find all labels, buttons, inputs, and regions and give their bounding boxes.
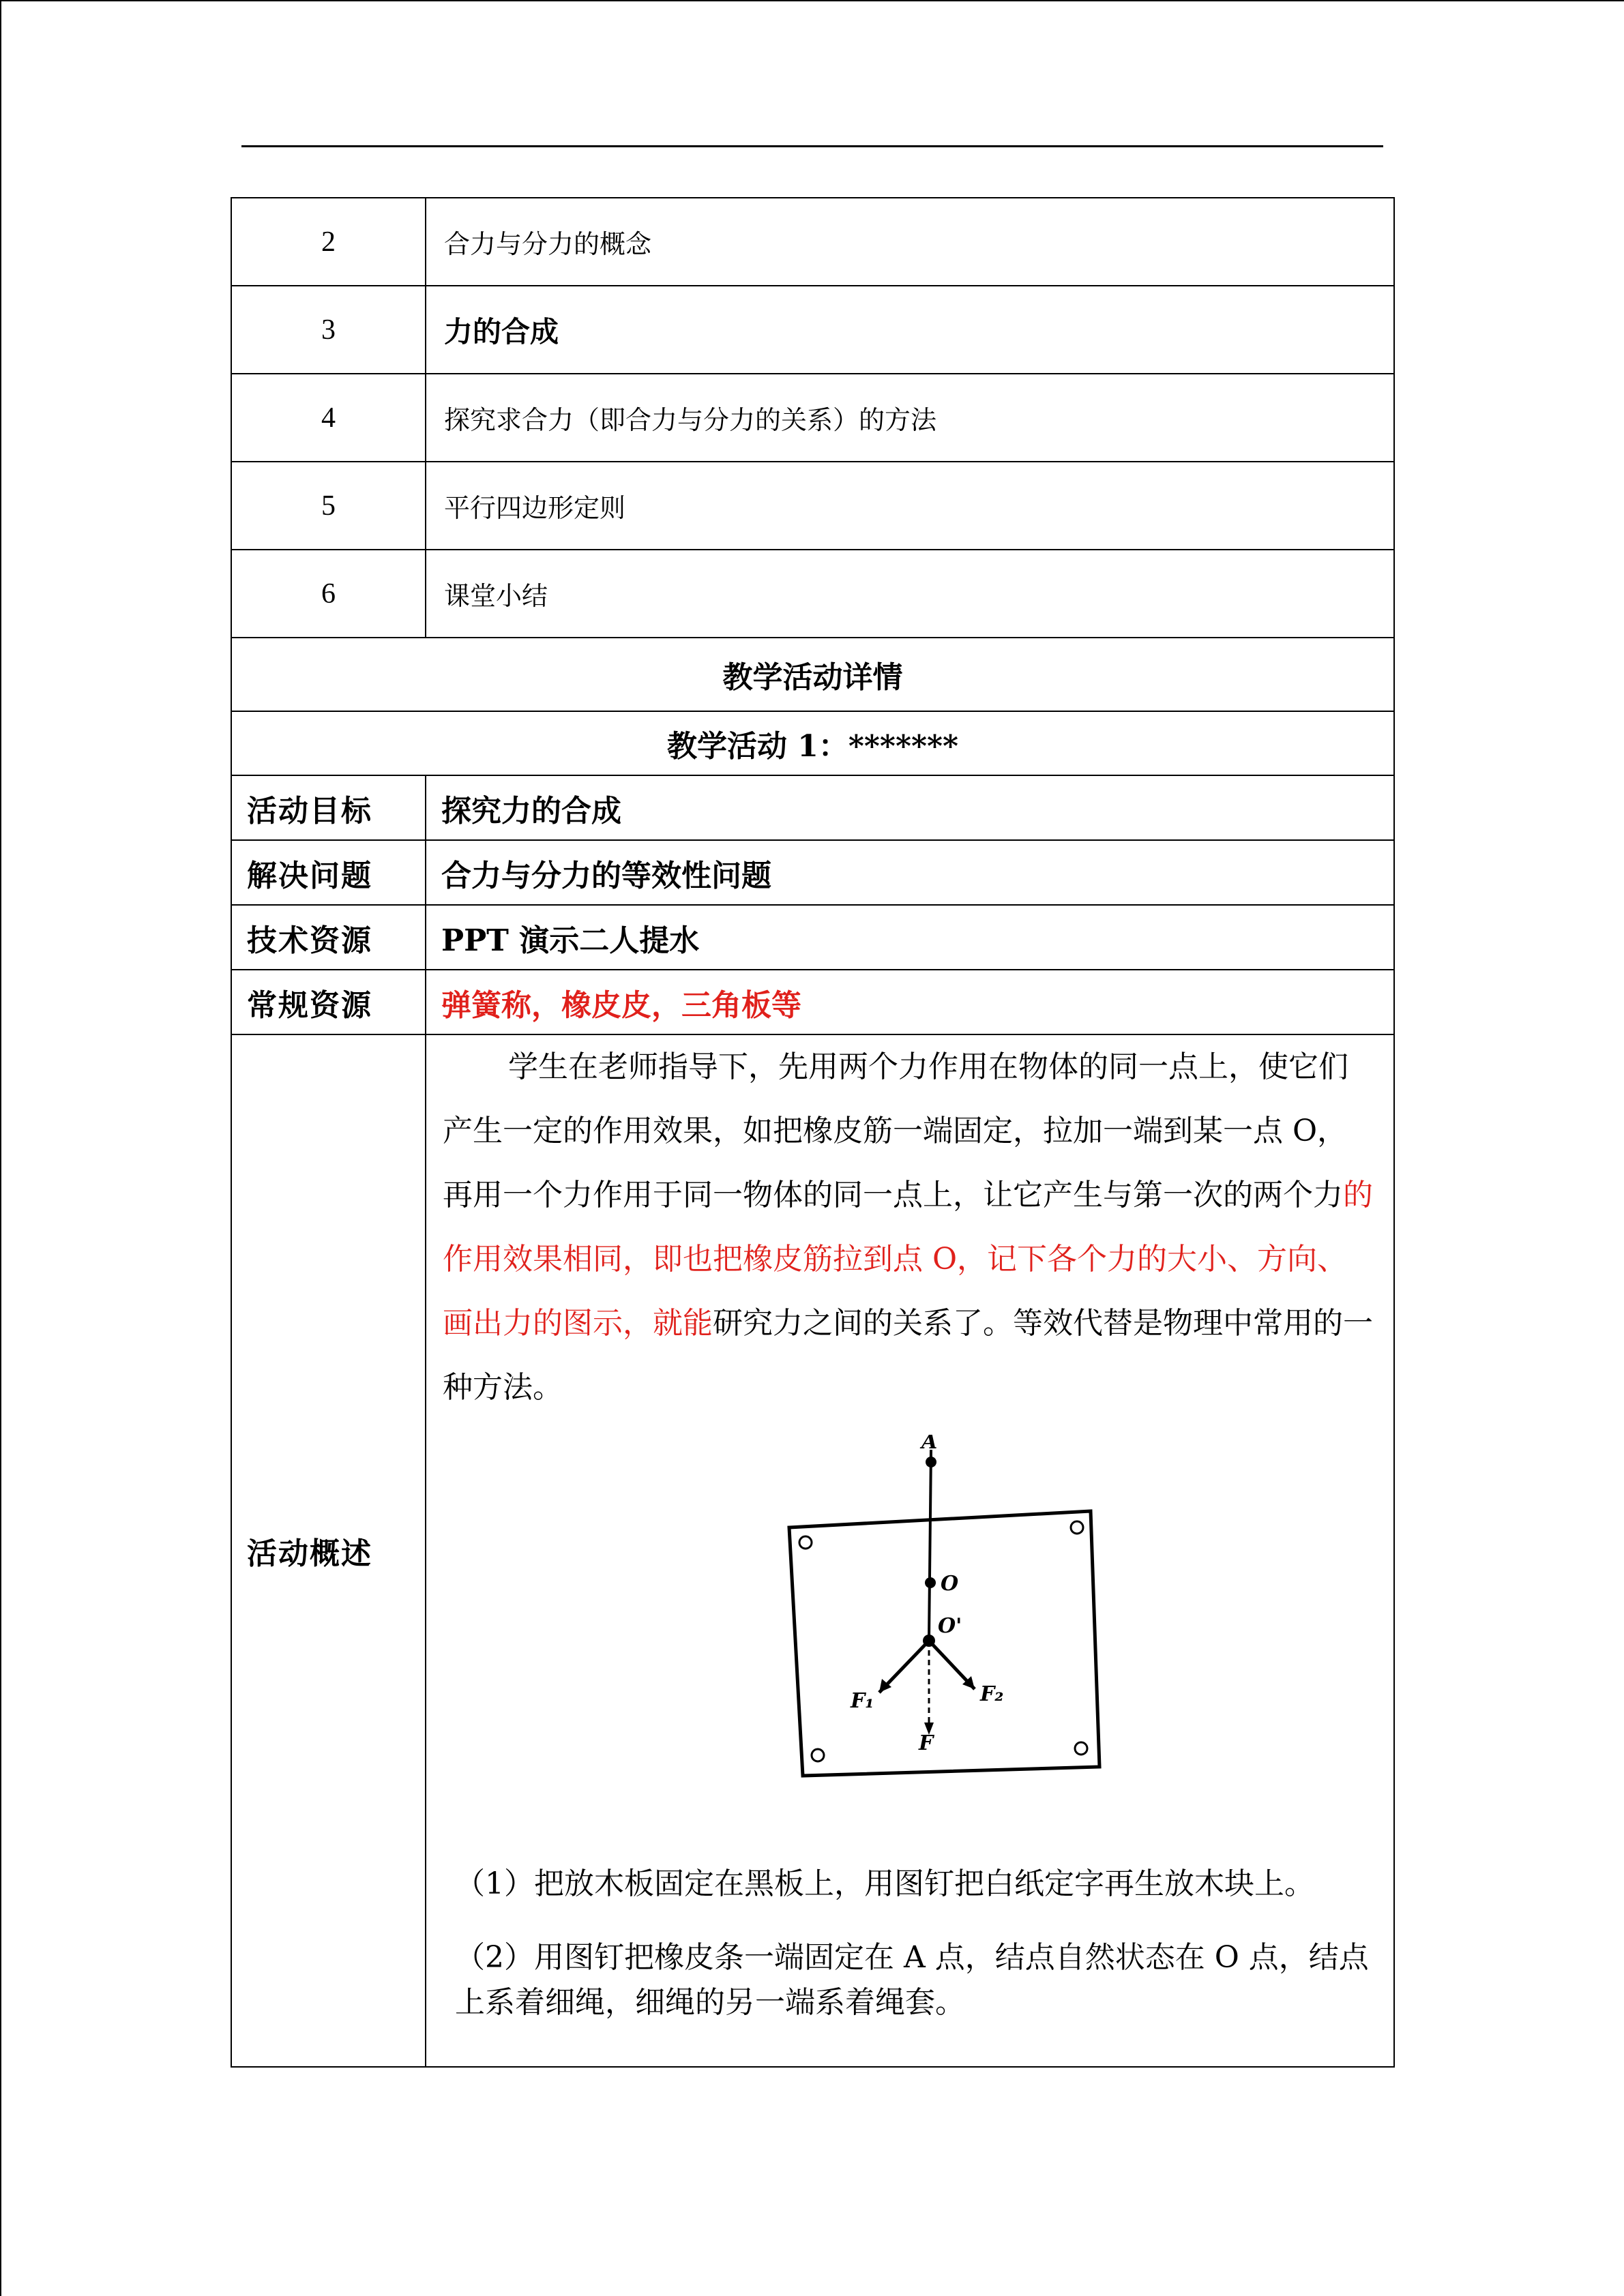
label-f2: F₂ (980, 1682, 1004, 1706)
board-outline (789, 1511, 1099, 1776)
spacer (443, 2025, 1376, 2066)
outline-row (231, 374, 1394, 462)
overview-row (231, 1034, 1394, 2067)
outline-row (231, 550, 1394, 638)
force-diagram-svg (777, 1435, 1159, 1817)
point-o-prime (923, 1635, 935, 1647)
detail-key: 解决问题 (231, 840, 426, 905)
detail-value: PPT 演示二人提水 (426, 905, 1394, 970)
step-2: （2）用图钉把橡皮条一端固定在 A 点，结点自然状态在 O 点，结点上系着细绳，细绳的另一端系着绳套。 (455, 1940, 1369, 2020)
detail-row-goal (231, 775, 1394, 840)
detail-key: 活动目标 (231, 775, 426, 840)
outline-number: 4 (231, 374, 426, 462)
overview-label: 活动概述 (231, 1034, 426, 2067)
outline-item: 探究求合力（即合力与分力的关系）的方法 (426, 374, 1394, 462)
overview-highlight: 的作用效果相同，即也把橡皮筋拉到点 O，记下各个力的大小、方向、画出力的图示，就能 (443, 1178, 1373, 1341)
pin-hole (812, 1749, 824, 1761)
detail-value: 探究力的合成 (426, 775, 1394, 840)
detail-row-resources (231, 970, 1394, 1034)
label-a: A (921, 1435, 938, 1454)
overview-text: 学生在老师指导下，先用两个力作用在物体的同一点上，使它们产生一定的作用效果，如把橡皮筋一端固定，拉加一端到某一点 O，再用一个力作用于同一物体的同一点上，让它产生与第一次的两个力 (443, 1049, 1348, 1212)
detail-row-problem (231, 840, 1394, 905)
point-a (926, 1457, 936, 1467)
force-diagram (777, 1435, 1159, 1817)
lesson-table (231, 197, 1395, 2068)
outline-item: 力的合成 (426, 286, 1394, 374)
overview-text: 研究力之间的关系了。等效代替是物理中常用的一种方法。 (443, 1306, 1373, 1405)
overview-paragraph (443, 1035, 1376, 1420)
header-rule (241, 145, 1383, 147)
outline-number: 6 (231, 550, 426, 638)
outline-row (231, 462, 1394, 550)
pin-hole (799, 1536, 812, 1549)
detail-row-tech (231, 905, 1394, 970)
activity-title: 教学活动 1：******* (231, 711, 1394, 775)
pin-hole (1075, 1742, 1087, 1755)
pin-hole (1071, 1521, 1083, 1534)
activity-title-row (231, 711, 1394, 775)
outline-row (231, 198, 1394, 286)
rubber-band (929, 1450, 931, 1639)
outline-item: 平行四边形定则 (426, 462, 1394, 550)
label-o-prime: O' (938, 1614, 962, 1638)
step-1: （1）把放木板固定在黑板上，用图钉把白纸定字再生放木块上。 (455, 1866, 1314, 1901)
outline-number: 3 (231, 286, 426, 374)
label-o: O (941, 1572, 959, 1596)
label-f1: F₁ (851, 1689, 874, 1713)
point-o (925, 1577, 936, 1588)
detail-key: 技术资源 (231, 905, 426, 970)
outline-item: 合力与分力的概念 (426, 198, 1394, 286)
outline-number: 2 (231, 198, 426, 286)
outline-row (231, 286, 1394, 374)
outline-item: 课堂小结 (426, 550, 1394, 638)
outline-number: 5 (231, 462, 426, 550)
label-f: F (919, 1731, 934, 1755)
detail-value: 合力与分力的等效性问题 (426, 840, 1394, 905)
detail-key: 常规资源 (231, 970, 426, 1034)
detail-value: 弹簧称，橡皮皮，三角板等 (426, 970, 1394, 1034)
section-title-row (231, 638, 1394, 711)
section-title: 教学活动详情 (231, 638, 1394, 711)
overview-content (426, 1034, 1394, 2067)
